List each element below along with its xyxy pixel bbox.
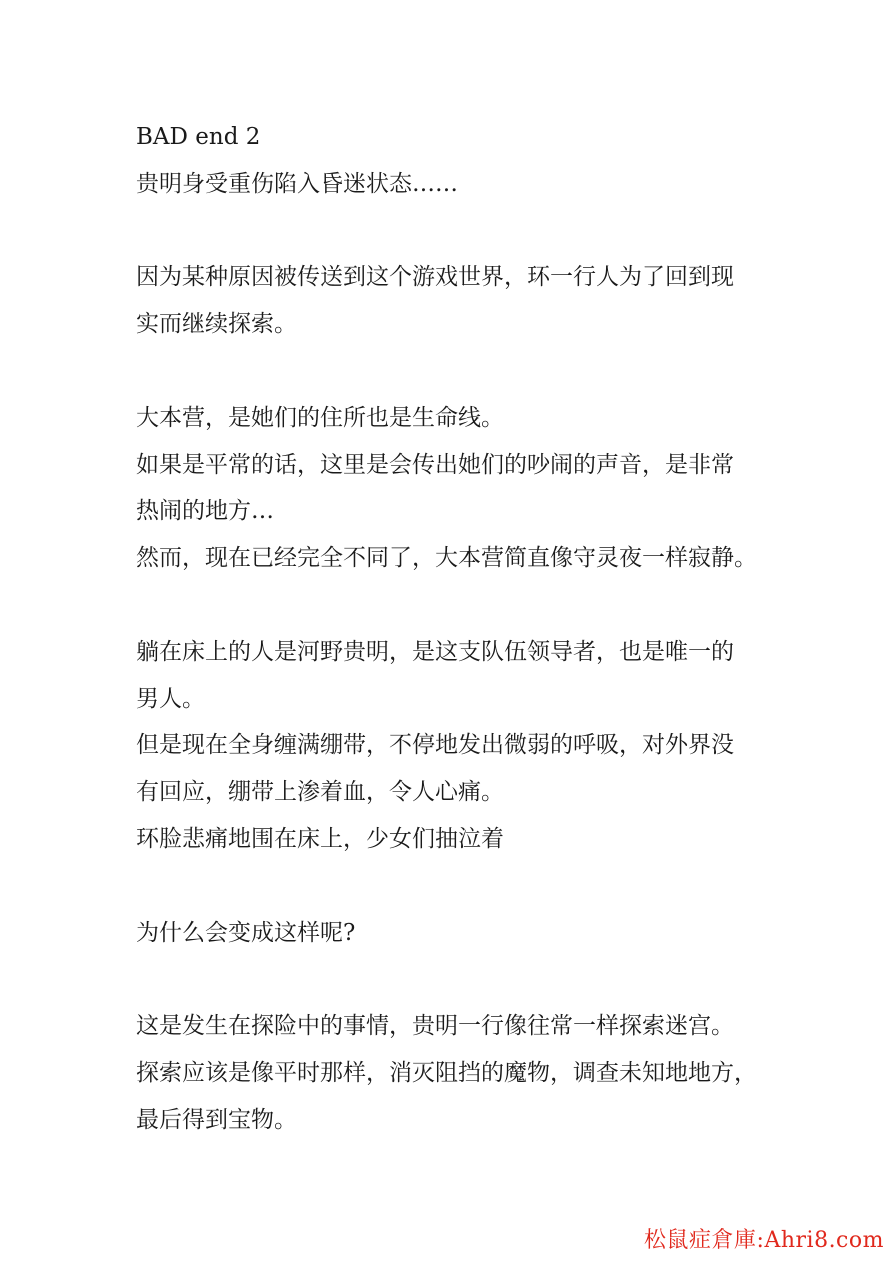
text-line: 男人。: [136, 685, 205, 712]
blank-line: [136, 863, 766, 910]
blank-line: [136, 208, 766, 255]
text-line: 躺在床上的人是河野贵明，是这支队伍领导者，也是唯一的: [136, 638, 734, 665]
blank-line: [136, 956, 766, 1003]
text-line: 如果是平常的话，这里是会传出她们的吵闹的声音，是非常: [136, 451, 734, 478]
text-line: 最后得到宝物。: [136, 1106, 297, 1133]
text-line: 因为某种原因被传送到这个游戏世界，环一行人为了回到现: [136, 264, 734, 291]
text-line: 然而，现在已经完全不同了，大本营简直像守灵夜一样寂静。: [136, 545, 757, 572]
text-line: 环脸悲痛地围在床上，少女们抽泣着: [136, 825, 504, 852]
text-line: 为什么会变成这样呢?: [136, 919, 356, 946]
text-line: 有回应，绷带上渗着血，令人心痛。: [136, 779, 504, 806]
text-line: 但是现在全身缠满绷带，不停地发出微弱的呼吸，对外界没: [136, 732, 734, 759]
watermark-text: 松鼠症倉庫:Ahri8.com: [644, 1228, 884, 1253]
text-line: 探索应该是像平时那样，消灭阻挡的魔物，调查未知地地方，: [136, 1059, 757, 1086]
blank-line: [136, 348, 766, 395]
document-body: [136, 114, 766, 1144]
text-line: 大本营，是她们的住所也是生命线。: [136, 404, 504, 431]
text-line: 热闹的地方…: [136, 498, 274, 525]
text-line: 贵明身受重伤陷入昏迷状态……: [136, 170, 458, 197]
heading-line: BAD end 2: [136, 124, 261, 150]
text-line: 实而继续探索。: [136, 311, 297, 338]
blank-line: [136, 582, 766, 629]
text-line: 这是发生在探险中的事情，贵明一行像往常一样探索迷宫。: [136, 1013, 734, 1040]
